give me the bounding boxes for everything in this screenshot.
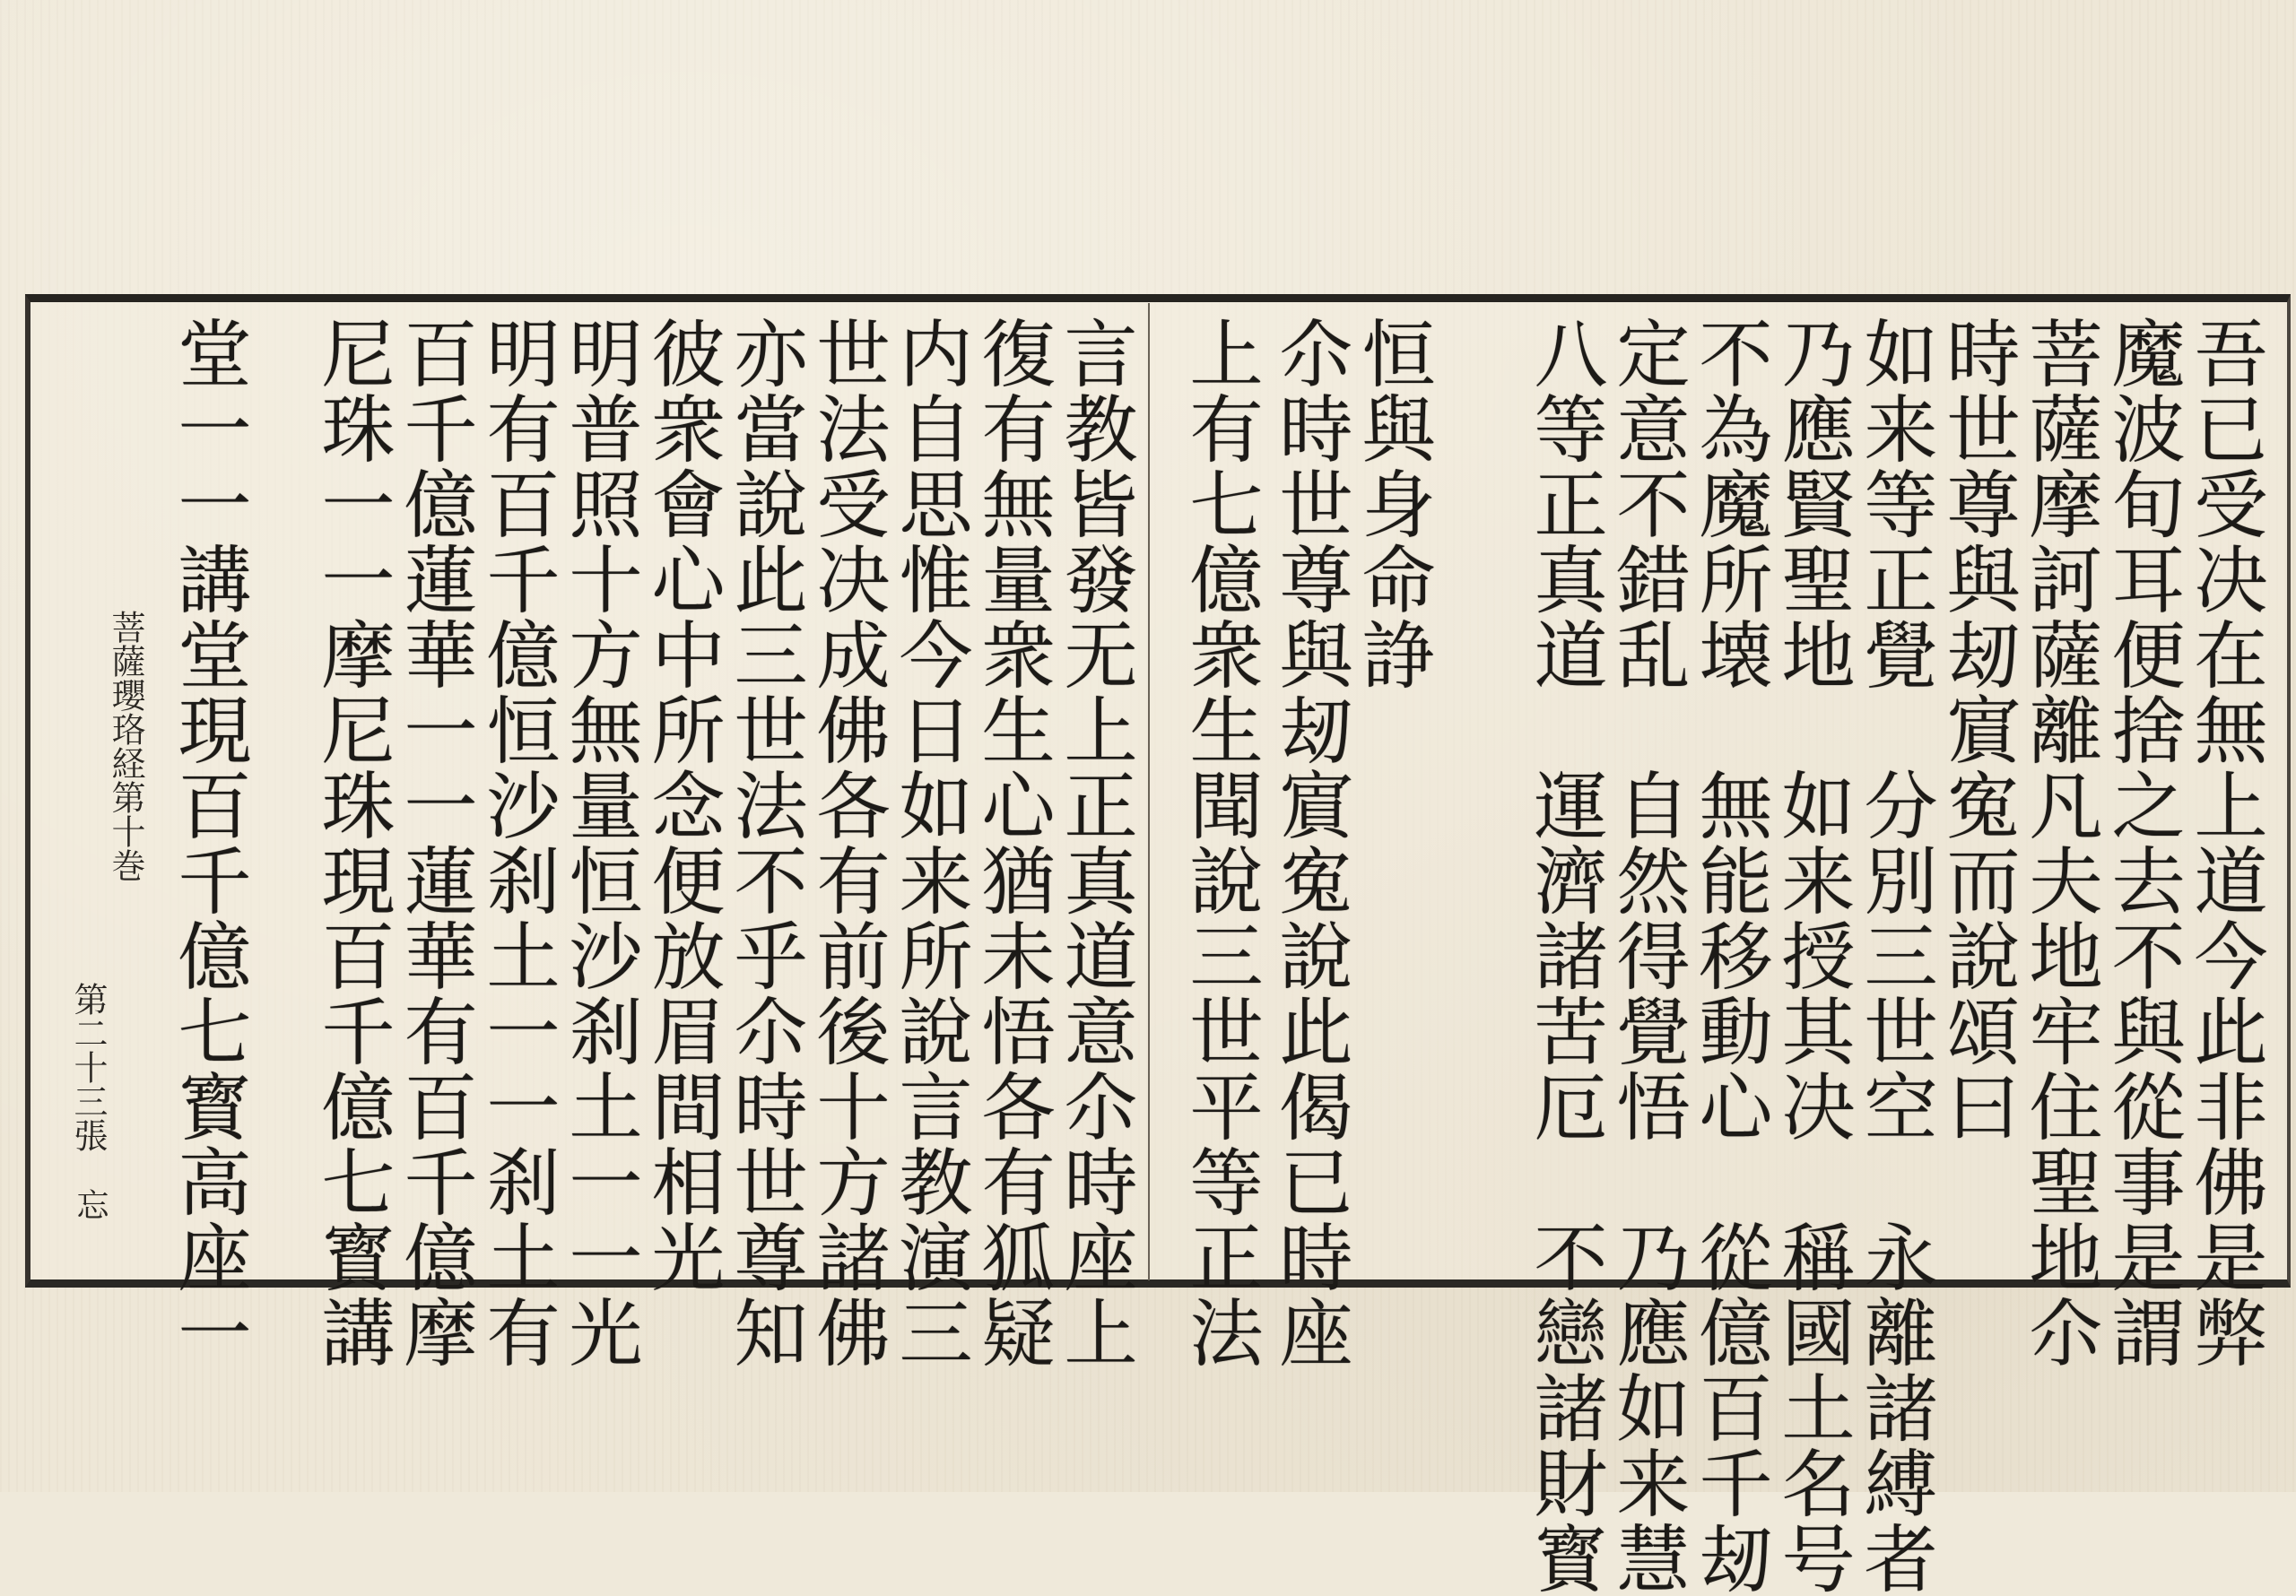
text-column-21: 百千億蓮華一一蓮華有百千億摩 [392, 316, 477, 1370]
text-column-17: 亦當說此三世法不乎尒時世尊知 [722, 316, 807, 1370]
text-column-20: 明有百千億恒沙刹土一一刹土有 [474, 316, 560, 1370]
text-column-1: 吾已受决在無上道今此非佛是弊 [2182, 316, 2267, 1370]
page-number: 第二十三張 [68, 982, 108, 1152]
text-column-11: 尒時世尊與刼賔寃說此偈已時座 [1267, 316, 1352, 1370]
text-column-23: 堂一一講堂現百千億七寳高座一 [166, 316, 251, 1370]
text-column-7: 不為魔所壊 無能移動心 從億百千刼 [1687, 316, 1772, 1596]
text-column-2: 魔波旬耳便捨之去不與從事是謂 [2100, 316, 2185, 1370]
text-column-4: 時世尊與刼賔寃而說頌曰 [1935, 316, 2020, 1144]
text-column-22: 尼珠一一摩尼珠現百千億七寳講 [309, 316, 395, 1370]
margin-title: 菩薩瓔珞経第十巻 [106, 610, 145, 882]
text-column-18: 彼衆會心中所念便放眉間相光 [639, 316, 725, 1295]
text-column-5: 如来等正覺 分別三世空 永離諸縛者 [1852, 316, 1937, 1596]
text-column-9: 八等正真道 運濟諸苦厄 不戀諸財寳 [1522, 316, 1607, 1596]
text-column-14: 復有無量衆生心猶未悟各有狐疑 [970, 316, 1055, 1370]
text-column-3: 菩薩摩訶薩離凡夫地牢住聖地尒 [2017, 316, 2102, 1370]
text-column-19: 明普照十方無量恒沙刹土一一光 [557, 316, 642, 1370]
text-column-6: 乃應賢聖地 如来授其决 稱國土名号 [1770, 316, 1855, 1596]
text-column-13: 言教皆發无上正真道意尒時座上 [1052, 316, 1137, 1370]
text-column-15: 内自思惟今日如来所說言教演三 [887, 316, 972, 1370]
text-column-12: 上有七億衆生聞說三世平等正法 [1178, 316, 1263, 1370]
text-column-16: 世法受决成佛各有前後十方諸佛 [804, 316, 890, 1370]
carver-mark: 忘 [72, 1188, 109, 1220]
center-fold-line [1148, 303, 1150, 1280]
text-column-8: 定意不錯乱 自然得覺悟 乃應如来慧 [1605, 316, 1690, 1596]
text-column-10: 恒與身命諍 [1350, 316, 1435, 692]
